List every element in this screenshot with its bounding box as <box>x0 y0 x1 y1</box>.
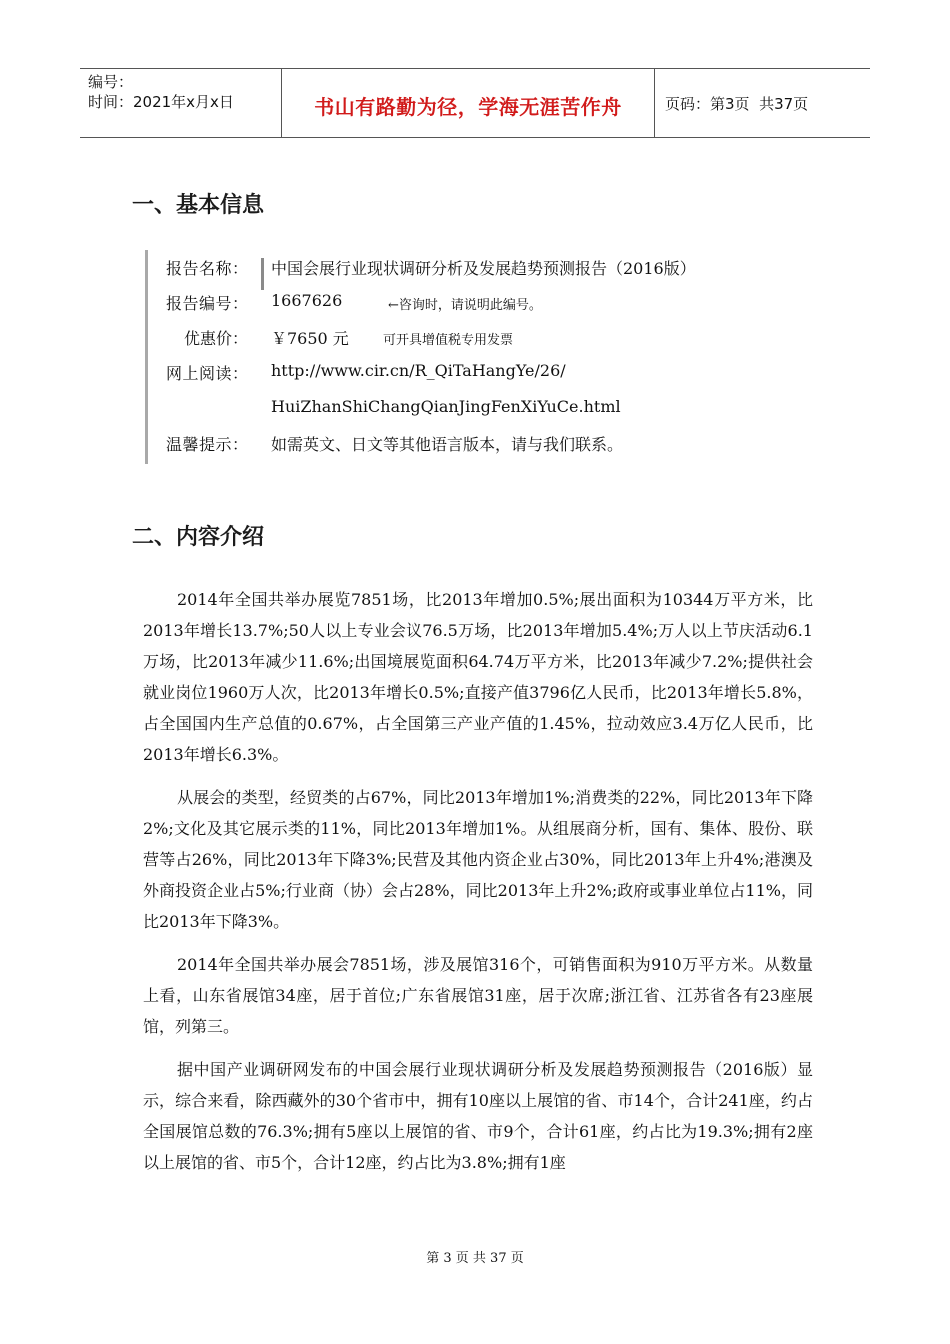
header-meta-cell <box>80 69 282 137</box>
info-row-tip <box>148 432 838 462</box>
report-code-label: 报告编号： <box>166 294 248 313</box>
header-motto-cell <box>282 69 655 137</box>
header-page-info: 页码：第3页 共37页 <box>665 95 809 113</box>
report-name-label: 报告名称： <box>166 259 248 278</box>
document-number-label: 编号： <box>88 73 134 91</box>
header-page-cell <box>655 69 870 137</box>
paragraph-4: 据中国产业调研网发布的中国会展行业现状调研分析及发展趋势预测报告（2016版）显示，综合来看，除西藏外的30个省市中，拥有10座以上展馆的省、市14个，合计241座，约占全国展馆总数的76.3%;拥有5座以上展馆的省、市9个，合计61座，约占比为19.3%;拥有2座以上展馆的省、市5个，合计12座，约占比为3.8%;拥有1座 <box>143 1060 813 1172</box>
report-name-value: 中国会展行业现状调研分析及发展趋势预测报告（2016版） <box>271 259 696 278</box>
paragraph-3: 2014年全国共举办展会7851场，涉及展馆316个，可销售面积为910万平方米。从数量上看，山东省展馆34座，居于首位;广东省展馆31座，居于次席;浙江省、江苏省各有23座展馆，列第三。 <box>143 955 813 1036</box>
report-code-note: ←咨询时，请说明此编号。 <box>388 298 542 313</box>
price-note: 可开具增值税专用发票 <box>383 333 514 348</box>
info-row-price <box>148 326 838 356</box>
online-read-label: 网上阅读： <box>166 364 248 383</box>
info-row-url <box>148 361 838 391</box>
section-title-basic-info: 一、基本信息 <box>132 193 265 218</box>
price-value: ￥7650 元 <box>271 329 349 348</box>
online-read-url-line2[interactable]: HuiZhanShiChangQianJingFenXiYuCe.html <box>271 397 621 416</box>
highlight-bar <box>261 258 264 290</box>
info-row-code <box>148 291 838 321</box>
report-info-block <box>145 250 848 464</box>
online-read-url-line1[interactable]: http://www.cir.cn/R_QiTaHangYe/26/ <box>271 361 566 380</box>
paragraph-2: 从展会的类型，经贸类的占67%，同比2013年增加1%;消费类的22%，同比2013年下降2%;文化及其它展示类的11%，同比2013年增加1%。从组展商分析，国有、集体、股份、联营等占26%，同比2013年下降3%;民营及其他内资企业占30%，同比2013年上升4%;港澳及外商投资企业占5%;行业商（协）会占28%，同比2013年上升2%;政府或事业单位占11%，同比2013年下降3%。 <box>143 788 813 931</box>
report-code-value: 1667626 <box>271 291 343 310</box>
header-motto: 书山有路勤为径，学海无涯苦作舟 <box>314 95 622 119</box>
tip-value: 如需英文、日文等其他语言版本，请与我们联系。 <box>271 435 624 454</box>
info-row-url-cont <box>148 397 838 427</box>
tip-label: 温馨提示： <box>166 435 248 454</box>
paragraph-1: 2014年全国共举办展览7851场，比2013年增加0.5%;展出面积为10344万平方米，比2013年增长13.7%;50人以上专业会议76.5万场，比2013年增加5.4%;万人以上节庆活动6.1万场，比2013年减少11.6%;出国境展览面积64.74万平方米，比2013年减少7.2%;提供社会就业岗位1960万人次，比2013年增长0.5%;直接产值3796亿人民币，比2013年增长5.8%，占全国国内生产总值的0.67%，占全国第三产业产值的1.45%，拉动效应3.4万亿人民币，比2013年增长6.3%。 <box>143 590 813 764</box>
page-header <box>80 68 870 138</box>
price-label: 优惠价： <box>184 329 249 348</box>
info-row-name <box>148 256 838 286</box>
section-title-content-intro: 二、内容介绍 <box>132 525 265 550</box>
page-footer: 第 3 页 共 37 页 <box>426 1251 524 1266</box>
document-date: 时间：2021年x月x日 <box>88 93 234 111</box>
